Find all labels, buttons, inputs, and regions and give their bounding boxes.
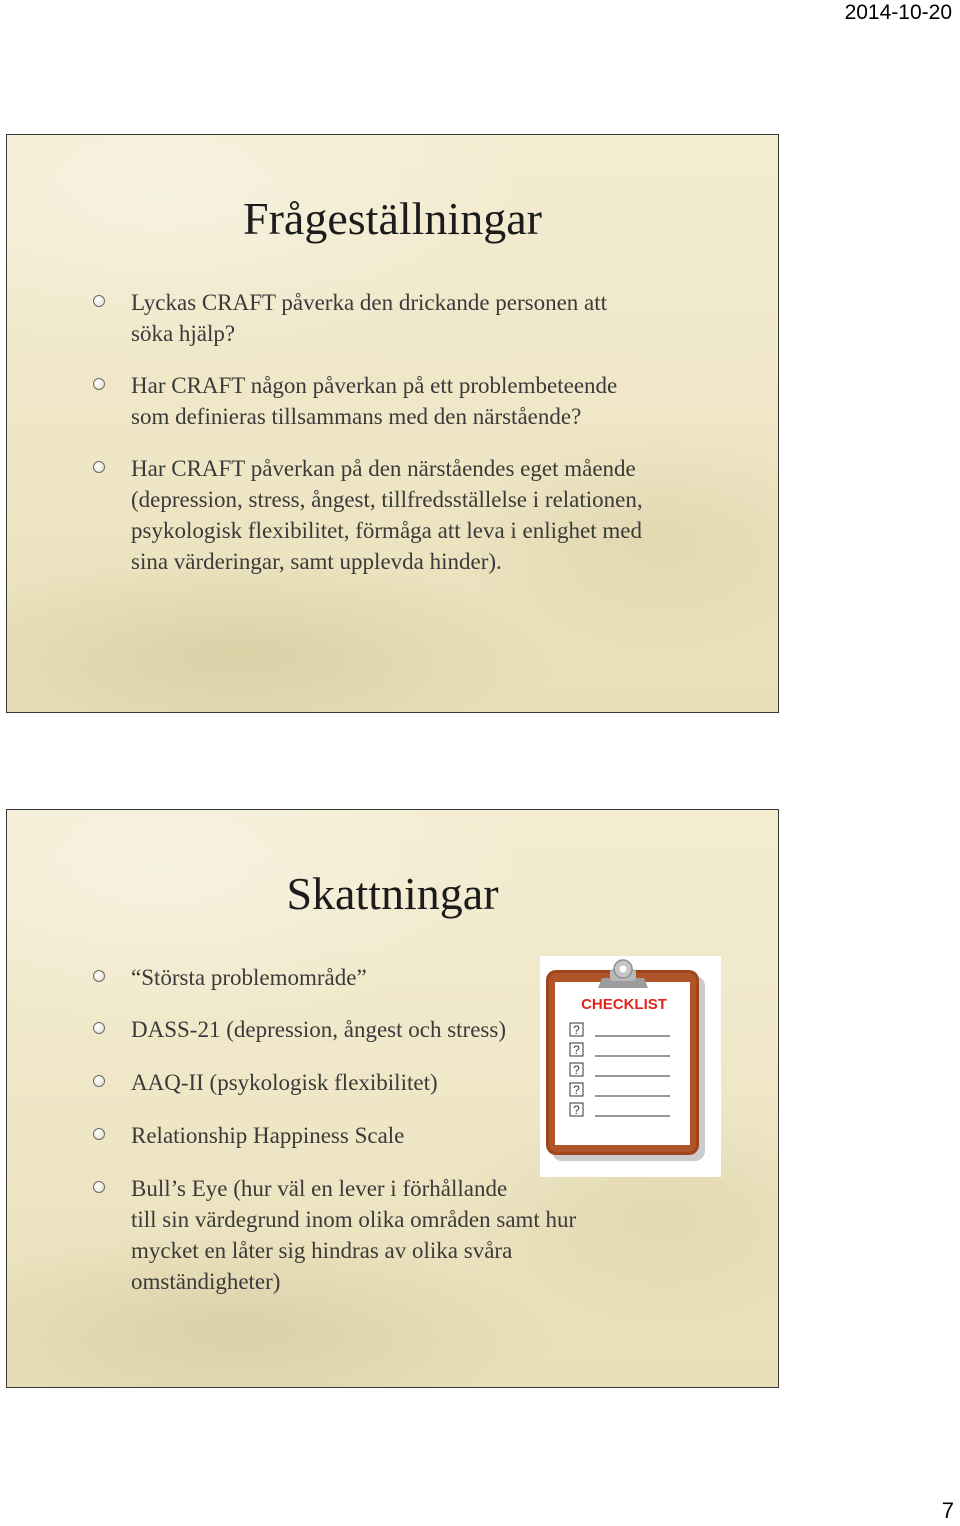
bullet-circle-icon [93, 1075, 105, 1087]
bullet-line: AAQ-II (psykologisk flexibilitet) [131, 1070, 438, 1095]
bullet-circle-icon [93, 295, 105, 307]
bullet-circle-icon [93, 1181, 105, 1193]
bullet-line: Bull’s Eye (hur väl en lever i förhållande [131, 1176, 508, 1201]
bullet-line: mycket en låter sig hindras av olika svåra [131, 1238, 513, 1263]
bullet-circle-icon [93, 1022, 105, 1034]
bullet-line: till sin värdegrund inom olika områden samt hur [131, 1207, 577, 1232]
bullet-line: sina värderingar, samt upplevda hinder). [131, 549, 502, 574]
bullet-line: Relationship Happiness Scale [131, 1123, 405, 1148]
bullet-circle-icon [93, 461, 105, 473]
bullet-line: Har CRAFT påverkan på den närståendes eget mående [131, 456, 636, 481]
bullet-circle-icon [93, 1128, 105, 1140]
bullet-line: “Största problemområde” [131, 965, 367, 990]
bullet-line: söka hjälp? [131, 321, 236, 346]
checkbox-question-icon: ? [573, 1063, 580, 1077]
bullet-line: (depression, stress, ångest, tillfredsställelse i relationen, [131, 487, 643, 512]
bullet-line: omständigheter) [131, 1269, 281, 1294]
bullet-circle-icon [93, 970, 105, 982]
checkbox-question-icon: ? [573, 1103, 580, 1117]
checkbox-question-icon: ? [573, 1023, 580, 1037]
slide-fragestallningar [6, 134, 779, 713]
bullet-line: Lyckas CRAFT påverka den drickande personen att [131, 290, 608, 315]
slide-title: Frågeställningar [243, 193, 542, 244]
bullet-line: som definieras tillsammans med den närstående? [131, 404, 582, 429]
checklist-clipboard-image [540, 956, 721, 1177]
bullet-circle-icon [93, 378, 105, 390]
page-number: 7 [941, 1498, 954, 1523]
checkbox-question-icon: ? [573, 1043, 580, 1057]
bullet-line: Har CRAFT någon påverkan på ett problembeteende [131, 373, 618, 398]
page-date: 2014-10-20 [844, 1, 952, 24]
slide-title: Skattningar [286, 868, 499, 919]
checkbox-question-icon: ? [573, 1083, 580, 1097]
bullet-line: psykologisk flexibilitet, förmåga att leva i enlighet med [131, 518, 642, 543]
bullet-line: DASS-21 (depression, ångest och stress) [131, 1017, 506, 1042]
slide-skattningar [6, 809, 779, 1388]
checklist-label: CHECKLIST [581, 996, 667, 1013]
